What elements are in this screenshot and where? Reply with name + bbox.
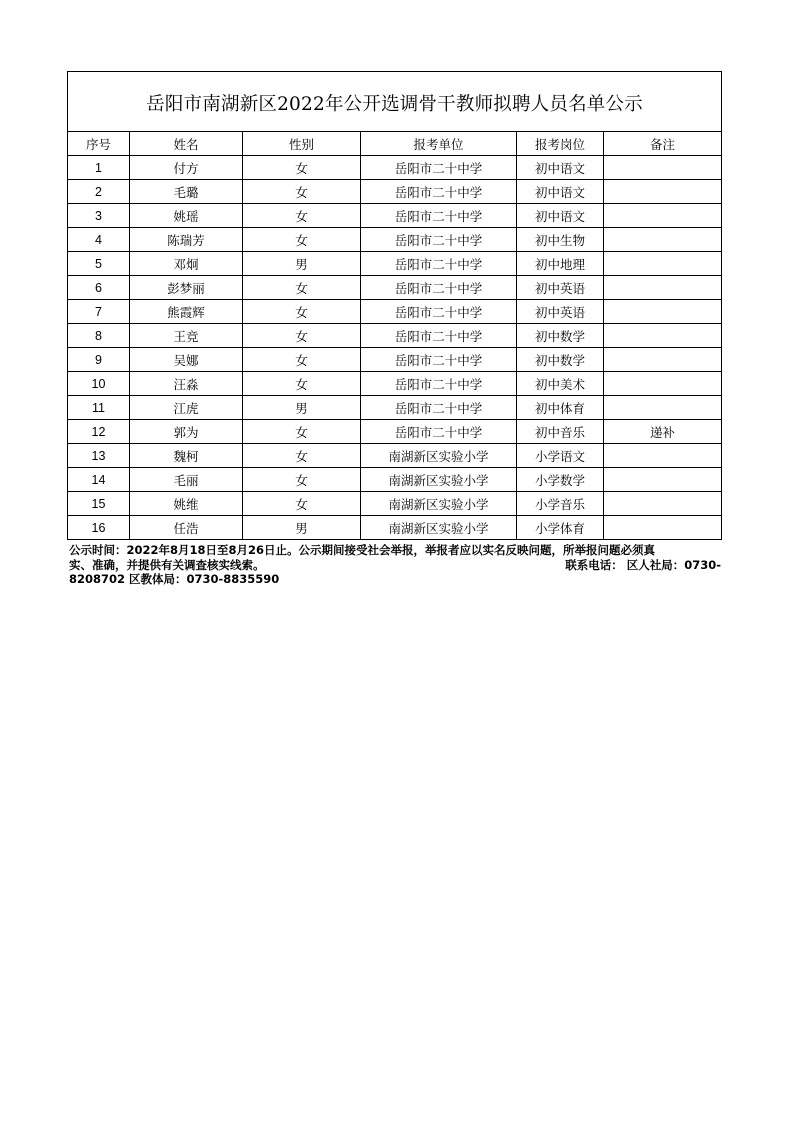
table-row xyxy=(68,204,722,228)
table-row xyxy=(68,372,722,396)
table-row xyxy=(68,516,722,540)
cell-remark xyxy=(604,348,722,372)
cell-position: 初中语文 xyxy=(517,156,604,180)
cell-name: 姚瑶 xyxy=(130,204,243,228)
cell-remark xyxy=(604,276,722,300)
notice-line-2-left: 实、准确，并提供有关调查核实线索。 xyxy=(69,557,265,572)
cell-position: 初中数学 xyxy=(517,324,604,348)
cell-position: 初中体育 xyxy=(517,396,604,420)
cell-unit: 岳阳市二十中学 xyxy=(361,372,517,396)
cell-index: 8 xyxy=(68,324,130,348)
cell-gender: 女 xyxy=(243,156,361,180)
cell-name: 郭为 xyxy=(130,420,243,444)
header-name: 姓名 xyxy=(130,132,243,156)
cell-gender: 女 xyxy=(243,204,361,228)
cell-remark xyxy=(604,300,722,324)
table-row xyxy=(68,300,722,324)
table-row xyxy=(68,444,722,468)
notice-line-2 xyxy=(69,558,721,573)
cell-gender: 女 xyxy=(243,348,361,372)
cell-position: 小学体育 xyxy=(517,516,604,540)
cell-gender: 女 xyxy=(243,468,361,492)
cell-remark xyxy=(604,516,722,540)
cell-unit: 岳阳市二十中学 xyxy=(361,156,517,180)
cell-unit: 岳阳市二十中学 xyxy=(361,348,517,372)
cell-unit: 南湖新区实验小学 xyxy=(361,444,517,468)
cell-unit: 岳阳市二十中学 xyxy=(361,324,517,348)
cell-name: 邓炯 xyxy=(130,252,243,276)
cell-remark xyxy=(604,180,722,204)
header-remark: 备注 xyxy=(604,132,722,156)
notice-line-1: 公示时间：2022年8月18日至8月26日止。公示期间接受社会举报，举报者应以实名反映问题，所举报问题必须真 xyxy=(69,543,656,557)
cell-name: 毛丽 xyxy=(130,468,243,492)
cell-name: 任浩 xyxy=(130,516,243,540)
cell-index: 16 xyxy=(68,516,130,540)
cell-name: 陈瑞芳 xyxy=(130,228,243,252)
cell-position: 初中美术 xyxy=(517,372,604,396)
cell-position: 初中语文 xyxy=(517,204,604,228)
notice-contact: 联系电话： 区人社局：0730- xyxy=(565,557,721,572)
notice-line-3: 8208702 区教体局：0730-8835590 xyxy=(69,572,280,586)
cell-unit: 岳阳市二十中学 xyxy=(361,396,517,420)
cell-name: 付方 xyxy=(130,156,243,180)
cell-unit: 岳阳市二十中学 xyxy=(361,300,517,324)
cell-name: 江虎 xyxy=(130,396,243,420)
cell-gender: 女 xyxy=(243,492,361,516)
candidate-table xyxy=(67,71,722,540)
cell-remark xyxy=(604,156,722,180)
cell-index: 9 xyxy=(68,348,130,372)
cell-index: 3 xyxy=(68,204,130,228)
cell-gender: 女 xyxy=(243,444,361,468)
table-row xyxy=(68,252,722,276)
header-gender: 性别 xyxy=(243,132,361,156)
cell-position: 初中英语 xyxy=(517,276,604,300)
page-title: 岳阳市南湖新区2022年公开选调骨干教师拟聘人员名单公示 xyxy=(68,72,722,132)
cell-unit: 岳阳市二十中学 xyxy=(361,228,517,252)
notice-text xyxy=(69,543,721,587)
cell-position: 初中语文 xyxy=(517,180,604,204)
cell-position: 小学数学 xyxy=(517,468,604,492)
cell-gender: 男 xyxy=(243,252,361,276)
cell-index: 4 xyxy=(68,228,130,252)
table-header-row xyxy=(68,132,722,156)
document-body xyxy=(67,71,721,540)
cell-index: 6 xyxy=(68,276,130,300)
cell-gender: 男 xyxy=(243,396,361,420)
cell-gender: 女 xyxy=(243,300,361,324)
cell-index: 2 xyxy=(68,180,130,204)
cell-name: 熊霞辉 xyxy=(130,300,243,324)
cell-gender: 女 xyxy=(243,420,361,444)
cell-name: 彭梦丽 xyxy=(130,276,243,300)
table-row xyxy=(68,180,722,204)
cell-gender: 女 xyxy=(243,228,361,252)
cell-index: 12 xyxy=(68,420,130,444)
cell-unit: 南湖新区实验小学 xyxy=(361,468,517,492)
cell-gender: 男 xyxy=(243,516,361,540)
cell-gender: 女 xyxy=(243,276,361,300)
table-row xyxy=(68,324,722,348)
cell-gender: 女 xyxy=(243,324,361,348)
cell-gender: 女 xyxy=(243,180,361,204)
cell-name: 魏柯 xyxy=(130,444,243,468)
cell-index: 14 xyxy=(68,468,130,492)
cell-remark xyxy=(604,396,722,420)
cell-remark: 递补 xyxy=(604,420,722,444)
table-row xyxy=(68,396,722,420)
cell-position: 小学语文 xyxy=(517,444,604,468)
cell-index: 1 xyxy=(68,156,130,180)
cell-name: 汪淼 xyxy=(130,372,243,396)
cell-unit: 岳阳市二十中学 xyxy=(361,276,517,300)
table-row xyxy=(68,276,722,300)
cell-position: 初中地理 xyxy=(517,252,604,276)
cell-remark xyxy=(604,444,722,468)
cell-index: 13 xyxy=(68,444,130,468)
cell-name: 吴娜 xyxy=(130,348,243,372)
cell-index: 15 xyxy=(68,492,130,516)
table-row xyxy=(68,348,722,372)
cell-unit: 南湖新区实验小学 xyxy=(361,516,517,540)
header-position: 报考岗位 xyxy=(517,132,604,156)
cell-remark xyxy=(604,324,722,348)
cell-position: 初中生物 xyxy=(517,228,604,252)
table-row xyxy=(68,492,722,516)
cell-remark xyxy=(604,492,722,516)
cell-remark xyxy=(604,252,722,276)
cell-remark xyxy=(604,204,722,228)
cell-index: 7 xyxy=(68,300,130,324)
cell-unit: 岳阳市二十中学 xyxy=(361,420,517,444)
header-unit: 报考单位 xyxy=(361,132,517,156)
table-row xyxy=(68,156,722,180)
cell-position: 初中音乐 xyxy=(517,420,604,444)
cell-unit: 南湖新区实验小学 xyxy=(361,492,517,516)
cell-gender: 女 xyxy=(243,372,361,396)
cell-unit: 岳阳市二十中学 xyxy=(361,180,517,204)
table-row xyxy=(68,468,722,492)
cell-remark xyxy=(604,228,722,252)
cell-remark xyxy=(604,372,722,396)
cell-position: 小学音乐 xyxy=(517,492,604,516)
cell-position: 初中英语 xyxy=(517,300,604,324)
cell-name: 姚维 xyxy=(130,492,243,516)
cell-remark xyxy=(604,468,722,492)
cell-index: 5 xyxy=(68,252,130,276)
table-row xyxy=(68,420,722,444)
cell-name: 王竞 xyxy=(130,324,243,348)
cell-position: 初中数学 xyxy=(517,348,604,372)
cell-index: 10 xyxy=(68,372,130,396)
cell-index: 11 xyxy=(68,396,130,420)
cell-unit: 岳阳市二十中学 xyxy=(361,204,517,228)
cell-unit: 岳阳市二十中学 xyxy=(361,252,517,276)
cell-name: 毛璐 xyxy=(130,180,243,204)
header-index: 序号 xyxy=(68,132,130,156)
table-row xyxy=(68,228,722,252)
